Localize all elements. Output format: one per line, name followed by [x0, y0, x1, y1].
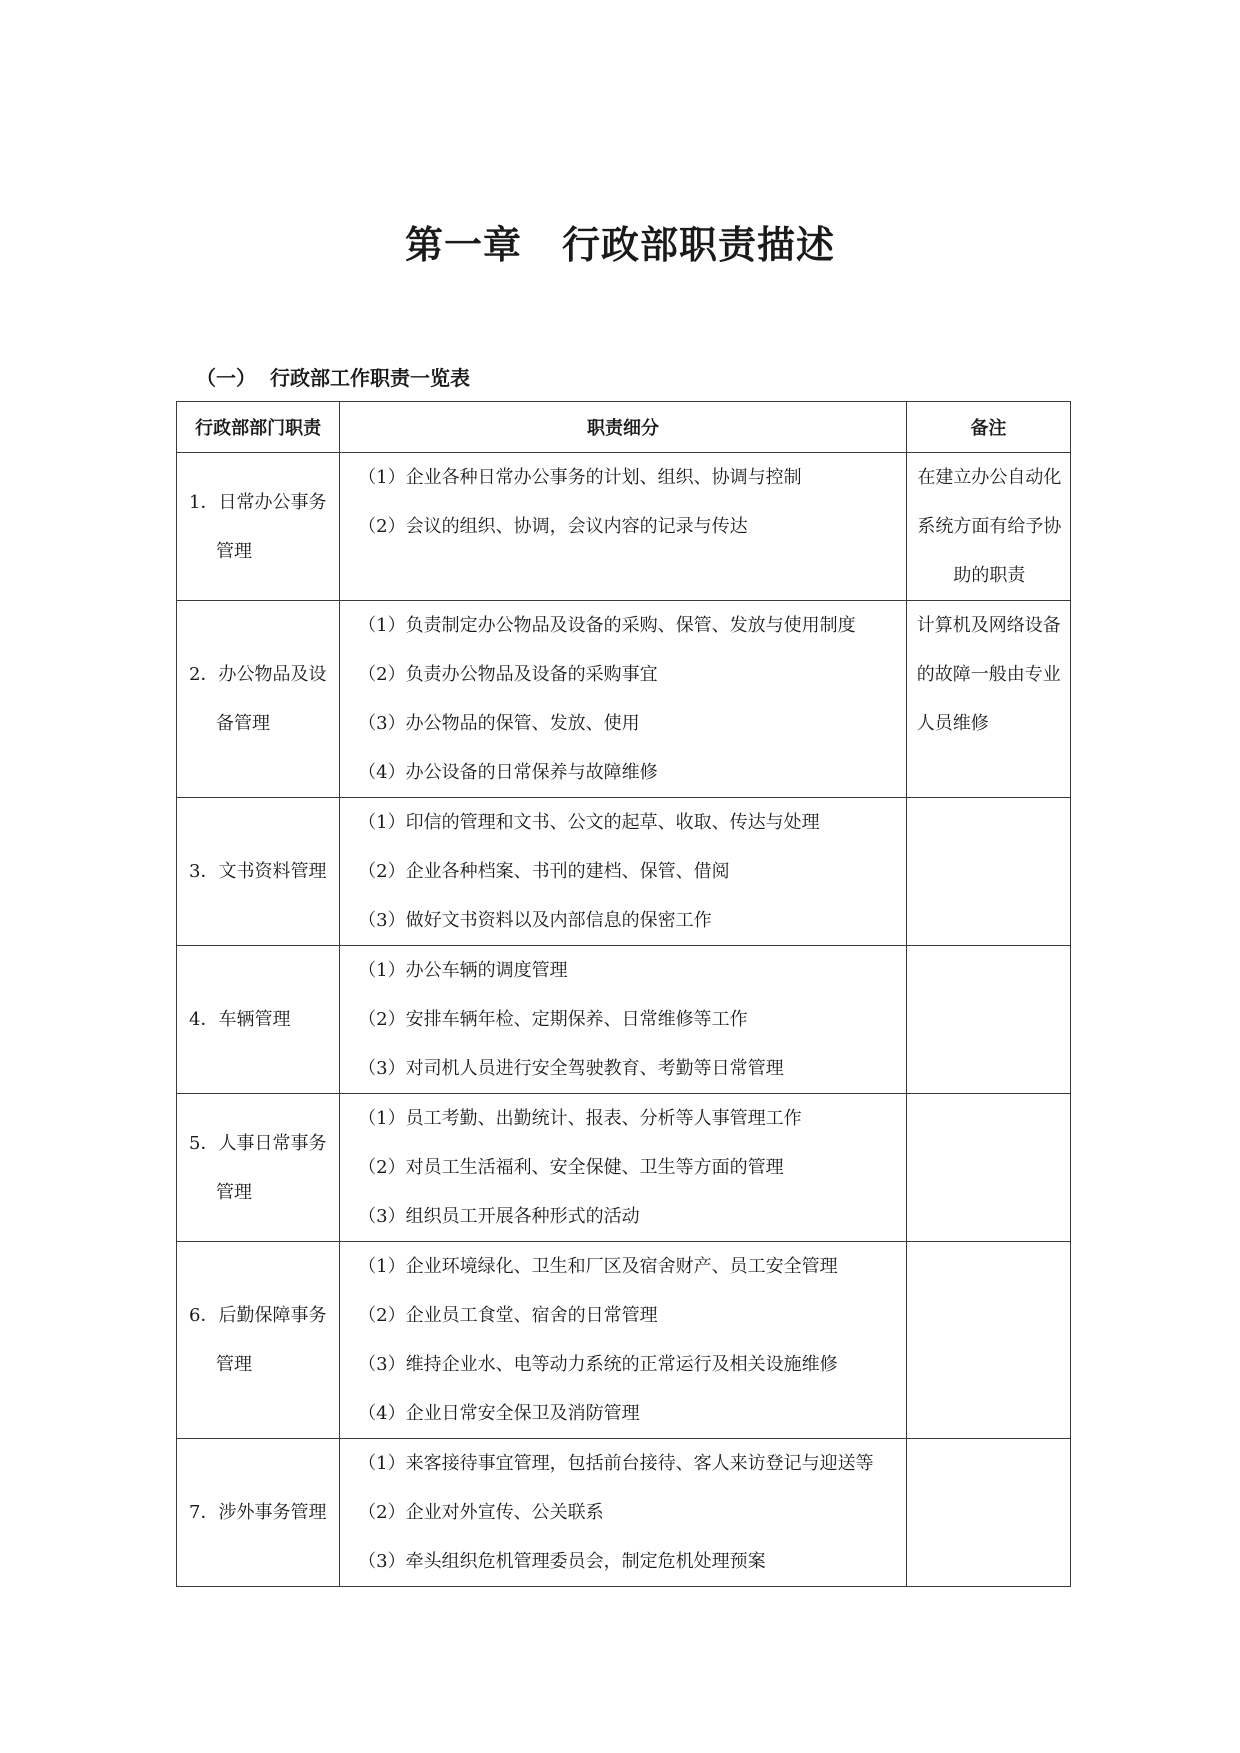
remark-cell [906, 1094, 1070, 1242]
dept-cell [177, 946, 340, 1094]
remark-cell [906, 946, 1070, 1094]
header-remark: 备注 [906, 402, 1070, 453]
table-row [177, 1094, 1071, 1242]
dept-cell [177, 1094, 340, 1242]
detail-item: （2）企业对外宣传、公关联系 [358, 1502, 604, 1523]
detail-item: （1）办公车辆的调度管理 [358, 960, 568, 981]
remark-cell [906, 1242, 1070, 1439]
detail-item: （1）负责制定办公物品及设备的采购、保管、发放与使用制度 [358, 615, 856, 636]
detail-item: （1）企业环境绿化、卫生和厂区及宿舍财产、员工安全管理 [358, 1256, 838, 1277]
dept-cell [177, 601, 340, 798]
detail-cell [340, 798, 907, 946]
detail-item: （3）做好文书资料以及内部信息的保密工作 [358, 910, 712, 931]
dept-label: 3．文书资料管理 [189, 861, 327, 882]
dept-cell [177, 453, 340, 601]
detail-item: （2）企业员工食堂、宿舍的日常管理 [358, 1305, 658, 1326]
detail-cell [340, 1242, 907, 1439]
detail-item: （1）员工考勤、出勤统计、报表、分析等人事管理工作 [358, 1108, 802, 1129]
chapter-heading: 行政部职责描述 [562, 222, 836, 267]
table-row [177, 601, 1071, 798]
dept-label: 4．车辆管理 [189, 1009, 291, 1030]
chapter-title [0, 214, 1240, 269]
detail-item: （1）来客接待事宜管理，包括前台接待、客人来访登记与迎送等 [358, 1453, 874, 1474]
detail-item: （1）企业各种日常办公事务的计划、组织、协调与控制 [358, 467, 802, 488]
detail-item: （2）安排车辆年检、定期保养、日常维修等工作 [358, 1009, 748, 1030]
section-heading [196, 362, 470, 391]
detail-cell [340, 1094, 907, 1242]
detail-item: （3）牵头组织危机管理委员会，制定危机处理预案 [358, 1551, 766, 1572]
detail-item: （3）组织员工开展各种形式的活动 [358, 1206, 640, 1227]
section-title: 行政部工作职责一览表 [270, 366, 470, 390]
dept-label: 1．日常办公事务管理 [189, 491, 327, 562]
detail-cell [340, 601, 907, 798]
detail-cell [340, 1439, 907, 1587]
detail-item: （2）负责办公物品及设备的采购事宜 [358, 664, 658, 685]
dept-label: 2．办公物品及设备管理 [189, 664, 327, 734]
table-row [177, 946, 1071, 1094]
section-number: （一） [196, 366, 256, 390]
detail-item: （2）会议的组织、协调，会议内容的记录与传达 [358, 516, 748, 537]
dept-cell [177, 1439, 340, 1587]
duty-table [176, 401, 1071, 1587]
detail-item: （4）办公设备的日常保养与故障维修 [358, 762, 658, 783]
remark-cell [906, 1439, 1070, 1587]
table-row [177, 1439, 1071, 1587]
detail-item: （2）企业各种档案、书刊的建档、保管、借阅 [358, 861, 730, 882]
detail-item: （4）企业日常安全保卫及消防管理 [358, 1403, 640, 1424]
dept-label: 5．人事日常事务管理 [189, 1132, 327, 1203]
detail-item: （3）维持企业水、电等动力系统的正常运行及相关设施维修 [358, 1354, 838, 1375]
table-row [177, 453, 1071, 601]
dept-label: 7．涉外事务管理 [189, 1502, 327, 1523]
table-body [177, 453, 1071, 1587]
table-row [177, 798, 1071, 946]
dept-cell [177, 798, 340, 946]
remark-cell [906, 798, 1070, 946]
chapter-number: 第一章 [404, 222, 522, 267]
table-header-row [177, 402, 1071, 453]
header-detail: 职责细分 [340, 402, 907, 453]
remark-cell: 计算机及网络设备的故障一般由专业人员维修 [906, 601, 1070, 798]
table-row [177, 1242, 1071, 1439]
detail-item: （2）对员工生活福利、安全保健、卫生等方面的管理 [358, 1157, 784, 1178]
dept-label: 6．后勤保障事务管理 [189, 1305, 327, 1375]
remark-cell: 在建立办公自动化系统方面有给予协助的职责 [906, 453, 1070, 601]
detail-item: （3）对司机人员进行安全驾驶教育、考勤等日常管理 [358, 1058, 784, 1079]
detail-item: （3）办公物品的保管、发放、使用 [358, 713, 640, 734]
dept-cell [177, 1242, 340, 1439]
detail-cell [340, 946, 907, 1094]
detail-cell [340, 453, 907, 601]
header-dept: 行政部部门职责 [177, 402, 340, 453]
detail-item: （1）印信的管理和文书、公文的起草、收取、传达与处理 [358, 812, 820, 833]
